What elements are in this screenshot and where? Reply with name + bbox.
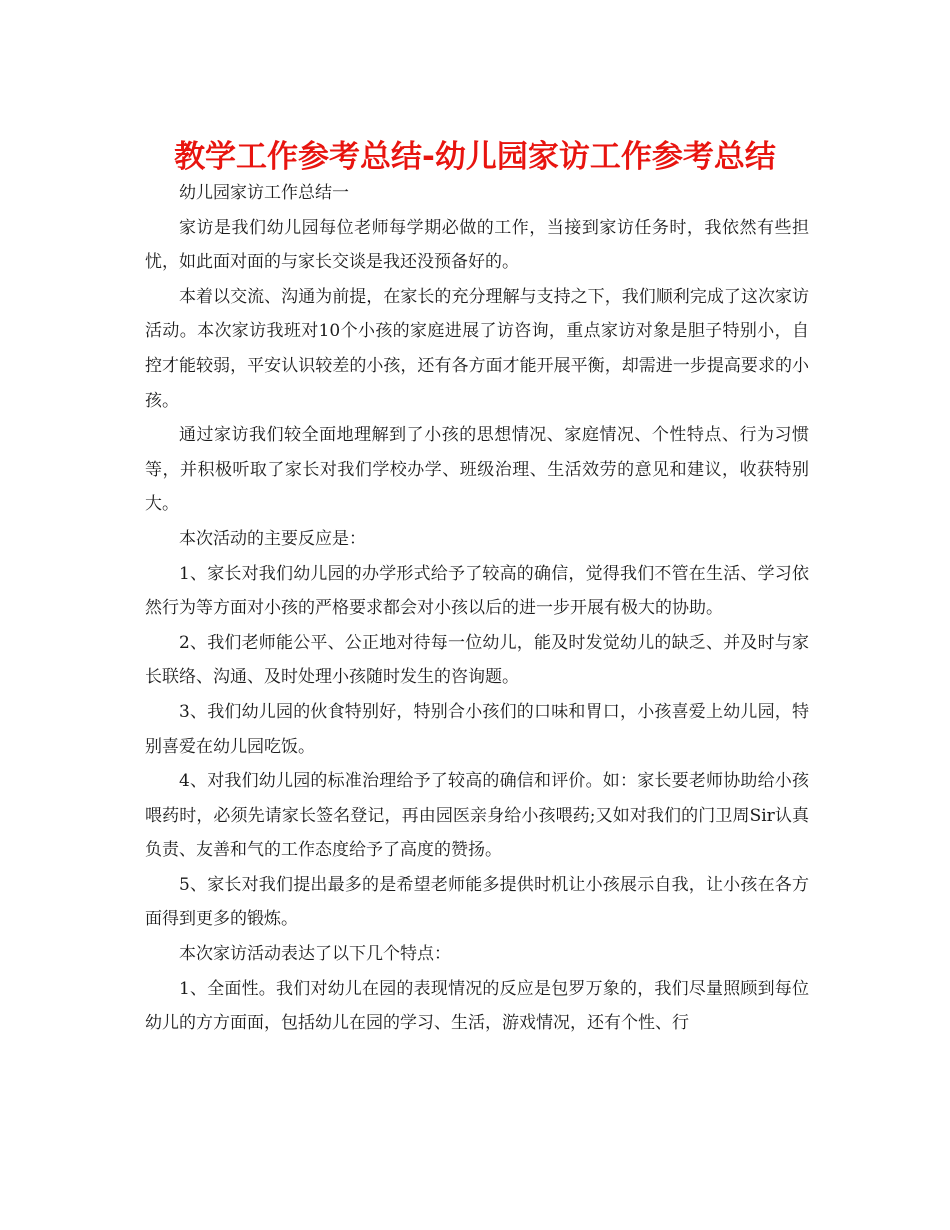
paragraph: 家访是我们幼儿园每位老师每学期必做的工作，当接到家访任务时，我依然有些担忧，如此面对面的与家长交谈是我还没预备好的。 xyxy=(145,217,809,273)
paragraph: 3、我们幼儿园的伙食特别好，特别合小孩们的口味和胃口，小孩喜爱上幼儿园，特别喜爱在幼儿园吃饭。 xyxy=(145,701,809,757)
section-subheading: 幼儿园家访工作总结一 xyxy=(179,183,349,203)
paragraph: 通过家访我们较全面地理解到了小孩的思想情况、家庭情况、个性特点、行为习惯等，并积极听取了家长对我们学校办学、班级治理、生活效劳的意见和建议，收获特别大。 xyxy=(145,425,809,515)
paragraph: 1、家长对我们幼儿园的办学形式给予了较高的确信，觉得我们不管在生活、学习依然行为等方面对小孩的严格要求都会对小孩以后的进一步开展有极大的协助。 xyxy=(145,563,809,619)
paragraph: 5、家长对我们提出最多的是希望老师能多提供时机让小孩展示自我，让小孩在各方面得到更多的锻炼。 xyxy=(145,874,809,930)
paragraph: 本着以交流、沟通为前提，在家长的充分理解与支持之下，我们顺利完成了这次家访活动。本次家访我班对10个小孩的家庭进展了访咨询，重点家访对象是胆子特别小，自控才能较弱，平安认识较差的小孩，还有各方面才能开展平衡，却需进一步提高要求的小孩。 xyxy=(145,286,809,411)
paragraph: 1、全面性。我们对幼儿在园的表现情况的反应是包罗万象的，我们尽量照顾到每位幼儿的方方面面，包括幼儿在园的学习、生活，游戏情况，还有个性、行 xyxy=(145,978,809,1034)
paragraph: 4、对我们幼儿园的标准治理给予了较高的确信和评价。如：家长要老师协助给小孩喂药时，必须先请家长签名登记，再由园医亲身给小孩喂药;又如对我们的门卫周Sir认真负责、友善和气的工作态度给予了高度的赞扬。 xyxy=(145,771,809,861)
paragraph: 本次活动的主要反应是： xyxy=(179,528,366,549)
paragraph: 本次家访活动表达了以下几个特点： xyxy=(179,944,451,965)
paragraph: 2、我们老师能公平、公正地对待每一位幼儿，能及时发觉幼儿的缺乏、并及时与家长联络、沟通、及时处理小孩随时发生的咨询题。 xyxy=(145,632,809,688)
document-title: 教学工作参考总结-幼儿园家访工作参考总结 xyxy=(174,139,776,175)
document-body xyxy=(145,176,809,1041)
